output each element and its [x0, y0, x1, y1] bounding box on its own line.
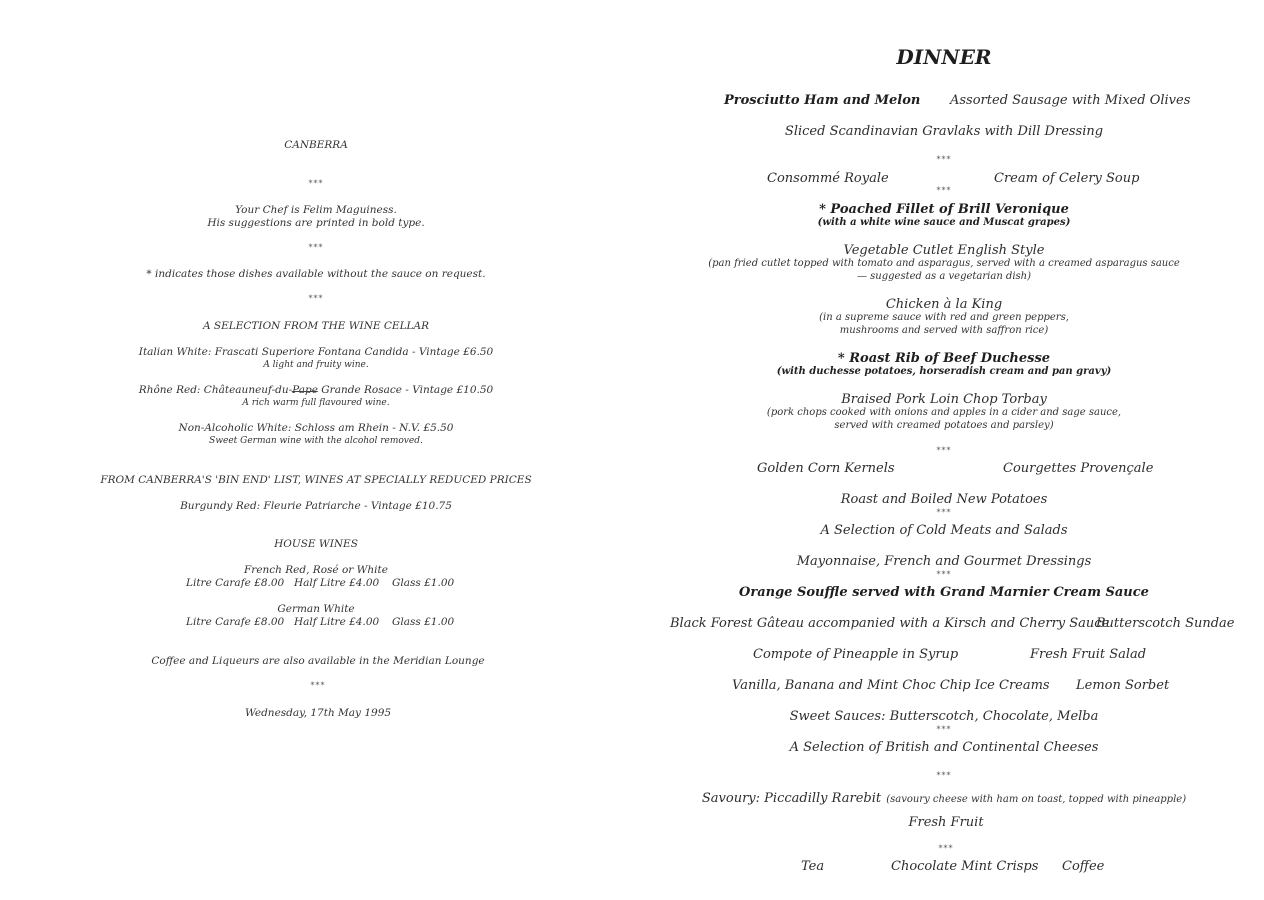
pork-desc-1: (pork chops cooked with onions and apples in a cider and sage sauce,	[766, 407, 1122, 418]
wine-rhone-suffix: Grande Rosace - Vintage £10.50	[317, 384, 494, 396]
fresh-fruit: Fresh Fruit	[908, 815, 984, 830]
separator-stars: ***	[936, 570, 952, 579]
wine-rhone-struck: Pape	[292, 384, 318, 396]
wine-non-alcoholic: Non-Alcoholic White: Schloss am Rhein - N.V. £5.50	[178, 422, 454, 434]
starter-gravlaks: Sliced Scandinavian Gravlaks with Dill Dressing	[784, 124, 1104, 139]
separator-stars: ***	[936, 725, 952, 734]
veg-cutlet-desc-1: (pan fried cutlet topped with tomato and asparagus, served with a creamed asparagus sauce	[708, 258, 1180, 269]
bin-end-heading: FROM CANBERRA'S 'BIN END' LIST, WINES AT SPECIALLY REDUCED PRICES	[100, 474, 532, 486]
separator-stars: ***	[936, 155, 952, 164]
separator-stars: ***	[310, 681, 326, 690]
starter-sausage: Assorted Sausage with Mixed Olives	[950, 93, 1191, 108]
starter-prosciutto: Prosciutto Ham and Melon	[724, 93, 921, 108]
house-wine-german-half: Half Litre £4.00	[294, 616, 380, 628]
separator-stars: ***	[936, 508, 952, 517]
page-title: DINNER	[896, 45, 992, 69]
separator-stars: ***	[308, 294, 324, 303]
chicken-a-la-king: Chicken à la King	[885, 297, 1003, 312]
separator-stars: ***	[938, 844, 954, 853]
dessert-black-forest: Black Forest Gâteau accompanied with a Kirsch and Cherry Sauce	[670, 616, 1110, 631]
coffee-note: Coffee and Liqueurs are also available in the Meridian Lounge	[151, 655, 485, 667]
veg-cutlet-desc-2: — suggested as a vegetarian dish)	[856, 271, 1032, 282]
chicken-desc-1: (in a supreme sauce with red and green peppers,	[819, 312, 1069, 323]
separator-stars: ***	[936, 446, 952, 455]
dessert-souffle: Orange Souffle served with Grand Marnier Cream Sauce	[739, 585, 1149, 600]
house-wines-heading: HOUSE WINES	[274, 538, 358, 550]
separator-stars: ***	[936, 771, 952, 780]
pork-desc-2: served with creamed potatoes and parsley)	[834, 420, 1054, 431]
fish-brill-desc: (with a white wine sauce and Muscat grapes)	[817, 217, 1071, 228]
wine-rhone-red	[139, 384, 493, 396]
savoury-line	[702, 787, 1186, 806]
dessert-lemon-sorbet: Lemon Sorbet	[1076, 678, 1170, 693]
soup-celery: Cream of Celery Soup	[994, 171, 1140, 186]
side-corn: Golden Corn Kernels	[757, 461, 895, 476]
wine-rhone-red-desc: A rich warm full flavoured wine.	[242, 398, 390, 408]
chicken-desc-2: mushrooms and served with saffron rice)	[839, 325, 1049, 336]
house-wine-german-name: German White	[277, 603, 355, 615]
cold-meats: A Selection of Cold Meats and Salads	[820, 523, 1068, 538]
chef-line: Your Chef is Felim Maguiness.	[235, 204, 397, 216]
pork-torbay: Braised Pork Loin Chop Torbay	[841, 392, 1047, 407]
house-wine-french-half: Half Litre £4.00	[294, 577, 380, 589]
wine-rhone-prefix: Rhône Red: Châteauneuf-du-	[138, 384, 293, 396]
separator-stars: ***	[308, 243, 324, 252]
wine-italian-white: Italian White: Frascati Superiore Fontana Candida - Vintage £6.50	[138, 346, 494, 358]
dessert-butterscotch-sundae: Butterscotch Sundae	[1096, 616, 1235, 631]
house-wine-french-name: French Red, Rosé or White	[244, 564, 388, 576]
sauce-note: * indicates those dishes available without the sauce on request.	[146, 268, 486, 280]
wine-non-alcoholic-desc: Sweet German wine with the alcohol removed.	[209, 436, 423, 446]
house-wine-french-glass: Glass £1.00	[392, 577, 455, 589]
beef-duchesse-desc: (with duchesse potatoes, horseradish cream and pan gravy)	[776, 366, 1112, 377]
separator-stars: ***	[936, 186, 952, 195]
ship-name: CANBERRA	[284, 139, 348, 151]
menu-date: Wednesday, 17th May 1995	[244, 707, 392, 719]
house-wine-german-carafe: Litre Carafe £8.00	[186, 616, 285, 628]
savoury-rarebit: Savoury: Piccadilly Rarebit	[701, 791, 882, 806]
beef-duchesse: * Roast Rib of Beef Duchesse	[837, 351, 1051, 366]
dressings: Mayonnaise, French and Gourmet Dressings	[796, 554, 1092, 569]
tea: Tea	[801, 859, 825, 874]
suggestions-line: His suggestions are printed in bold type.	[207, 217, 425, 229]
sweet-sauces: Sweet Sauces: Butterscotch, Chocolate, Melba	[789, 709, 1099, 724]
bin-end-wine: Burgundy Red: Fleurie Patriarche - Vintage £10.75	[180, 500, 452, 512]
savoury-rarebit-desc: (savoury cheese with ham on toast, topped with pineapple)	[886, 794, 1187, 805]
house-wine-french-carafe: Litre Carafe £8.00	[186, 577, 285, 589]
dessert-fruit-salad: Fresh Fruit Salad	[1030, 647, 1147, 662]
separator-stars: ***	[308, 179, 324, 188]
dessert-compote: Compote of Pineapple in Syrup	[753, 647, 959, 662]
side-potatoes: Roast and Boiled New Potatoes	[840, 492, 1048, 507]
veg-cutlet: Vegetable Cutlet English Style	[843, 243, 1045, 258]
fish-brill: * Poached Fillet of Brill Veronique	[819, 202, 1069, 217]
house-wine-german-glass: Glass £1.00	[392, 616, 455, 628]
wine-cellar-heading: A SELECTION FROM THE WINE CELLAR	[202, 320, 430, 332]
chocolate-mint-crisps: Chocolate Mint Crisps	[891, 859, 1039, 874]
soup-consomme: Consommé Royale	[767, 171, 889, 186]
wine-italian-white-desc: A light and fruity wine.	[263, 360, 369, 370]
coffee: Coffee	[1062, 859, 1105, 874]
dessert-ice-creams: Vanilla, Banana and Mint Choc Chip Ice Creams	[732, 678, 1050, 693]
side-courgettes: Courgettes Provençale	[1003, 461, 1154, 476]
cheeses: A Selection of British and Continental Cheeses	[789, 740, 1099, 755]
